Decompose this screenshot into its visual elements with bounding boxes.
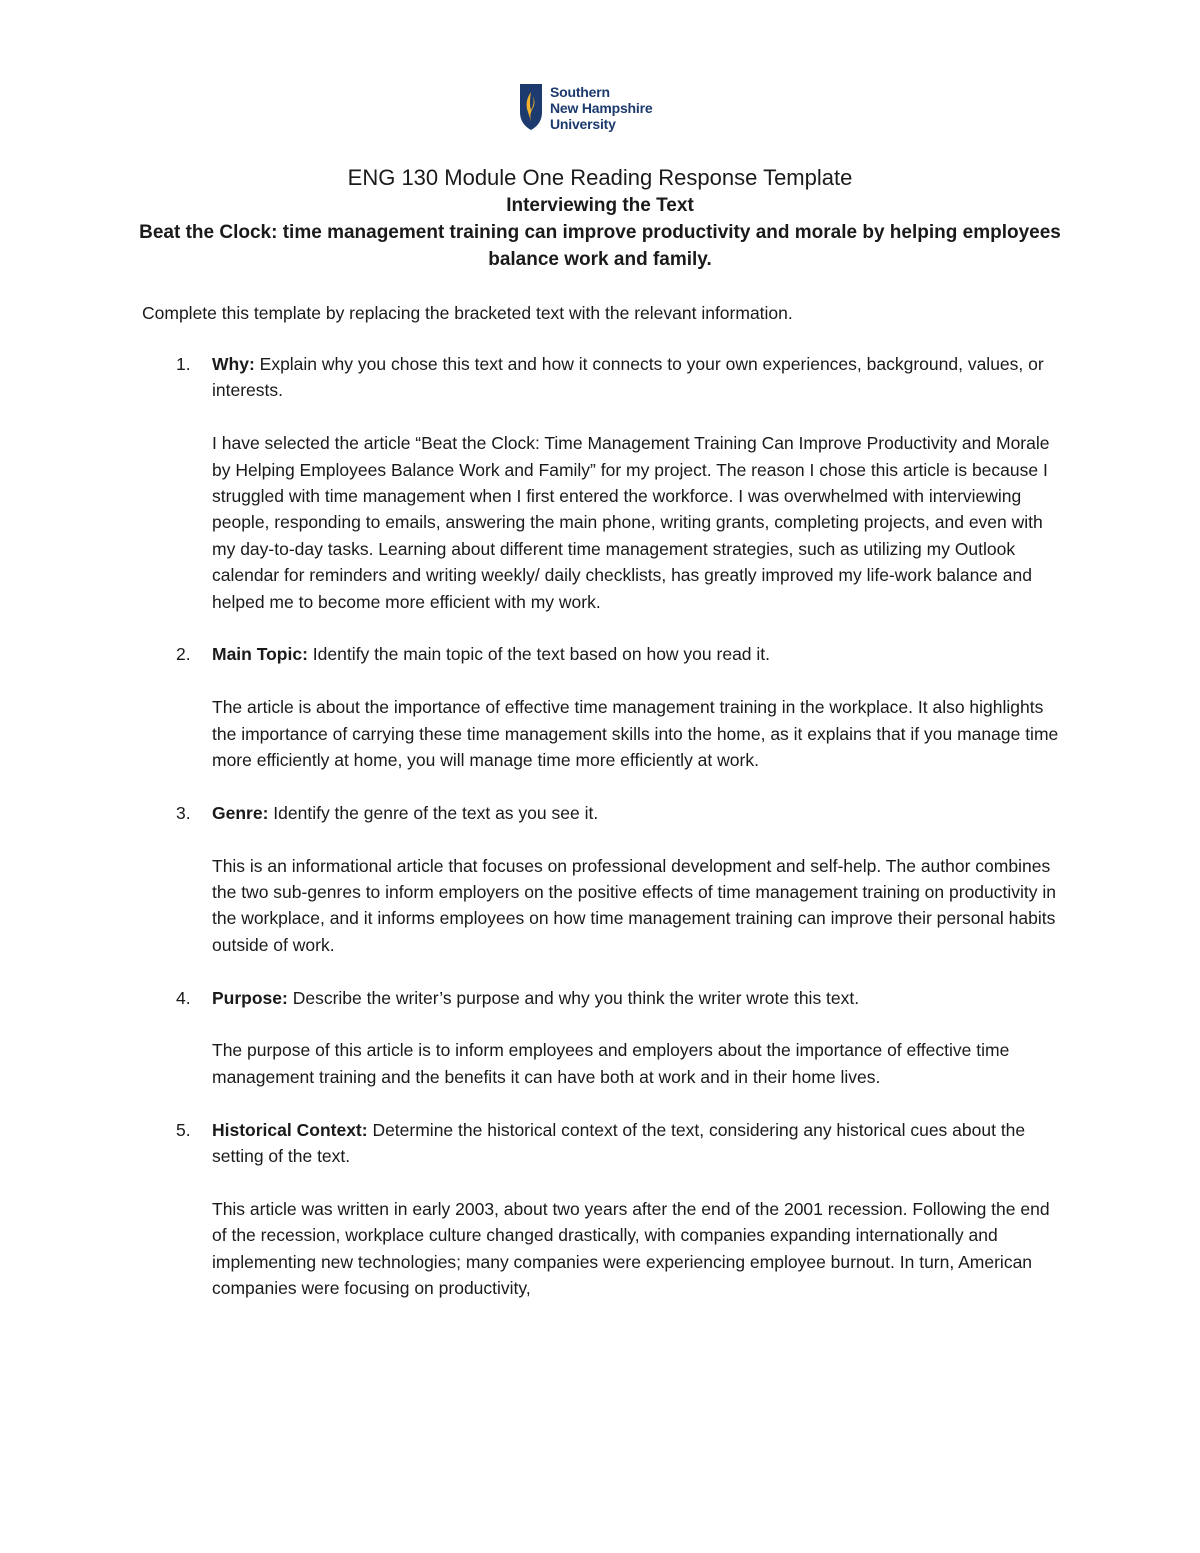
document-title: ENG 130 Module One Reading Response Template	[347, 165, 853, 190]
question-prompt	[212, 800, 1062, 826]
document-subtitle: Interviewing the Text	[506, 195, 694, 216]
question-text: Determine the historical context of the text, considering any historical cues about the setting of the text.	[212, 1119, 1026, 1167]
question-prompt	[212, 1117, 1062, 1170]
answer-text: This article was written in early 2003, about two years after the end of the 2001 recession. Following the end of the recession, workplace culture changed drastically, with companies expanding internationally and implementing new technologies; many companies were experiencing employee burnout. In turn, American companies were focusing on productivity,	[212, 1198, 1050, 1299]
answer-text: The purpose of this article is to inform employees and employers about the importance of effective time management training and the benefits it can have both at work and in their home lives.	[212, 1040, 1010, 1087]
answer-text: I have selected the article “Beat the Clock: Time Management Training Can Improve Productivity and Morale by Helping Employees Balance Work and Family” for my project. The reason I chose this article is because I struggled with time management when I first entered the workforce. I was overwhelmed with interviewing people, responding to emails, answering the main phone, writing grants, completing projects, and even with my day-to-day tasks. Learning about different time management strategies, such as utilizing my Outlook calendar for reminders and writing weekly/ daily checklists, has greatly improved my life-work balance and helped me to become more efficient with my work.	[212, 433, 1050, 612]
question-label: Historical Context:	[212, 1119, 368, 1140]
instructions: Complete this template by replacing the bracketed text with the relevant information.	[142, 303, 793, 323]
shield-flame-icon	[520, 84, 542, 130]
article-title-line-2: balance work and family.	[488, 249, 712, 270]
question-number: 2.	[176, 644, 191, 665]
logo-line-3: University	[550, 116, 616, 132]
logo-line-1: Southern	[550, 84, 610, 100]
answer-text: The article is about the importance of effective time management training in the workplace. It also highlights the importance of carrying these time management skills into the home, as it explains that if you manage time more efficiently at home, you will manage time more efficiently at work.	[212, 697, 1059, 771]
snhu-logo	[520, 84, 700, 134]
logo-line-2: New Hampshire	[550, 100, 653, 116]
question-number: 4.	[176, 987, 191, 1008]
question-item-purpose	[142, 985, 1062, 1091]
question-item-genre	[142, 800, 1062, 958]
question-label: Purpose:	[212, 987, 288, 1008]
question-text: Explain why you chose this text and how it connects to your own experiences, background, values, or interests.	[212, 354, 1044, 401]
question-text: Describe the writer’s purpose and why you think the writer wrote this text.	[287, 987, 860, 1008]
logo-wordmark	[550, 84, 652, 132]
document-header	[100, 164, 1100, 273]
question-prompt	[212, 351, 1062, 404]
question-label: Why:	[212, 354, 255, 374]
question-list	[142, 351, 1062, 1328]
answer-text: This is an informational article that focuses on professional development and self-help. The author combines the two sub-genres to inform employers on the positive effects of time management training on productivity in the workplace, and it informs employees on how time management training can improve their personal habits outside of work.	[212, 855, 1056, 955]
question-prompt	[212, 985, 1062, 1011]
question-label: Genre:	[212, 802, 269, 823]
question-prompt	[212, 641, 1062, 667]
question-text: Identify the main topic of the text based on how you read it.	[307, 644, 771, 665]
article-title-line-1: Beat the Clock: time management training can improve productivity and morale by helping employees	[139, 222, 1061, 243]
question-text: Identify the genre of the text as you see it.	[268, 802, 599, 823]
question-number: 1.	[176, 354, 191, 374]
question-item-historical-context	[142, 1117, 1062, 1302]
question-item-main-topic	[142, 641, 1062, 773]
question-number: 3.	[176, 802, 191, 823]
question-label: Main Topic:	[212, 644, 308, 665]
question-number: 5.	[176, 1119, 191, 1140]
question-item-why	[142, 351, 1062, 615]
